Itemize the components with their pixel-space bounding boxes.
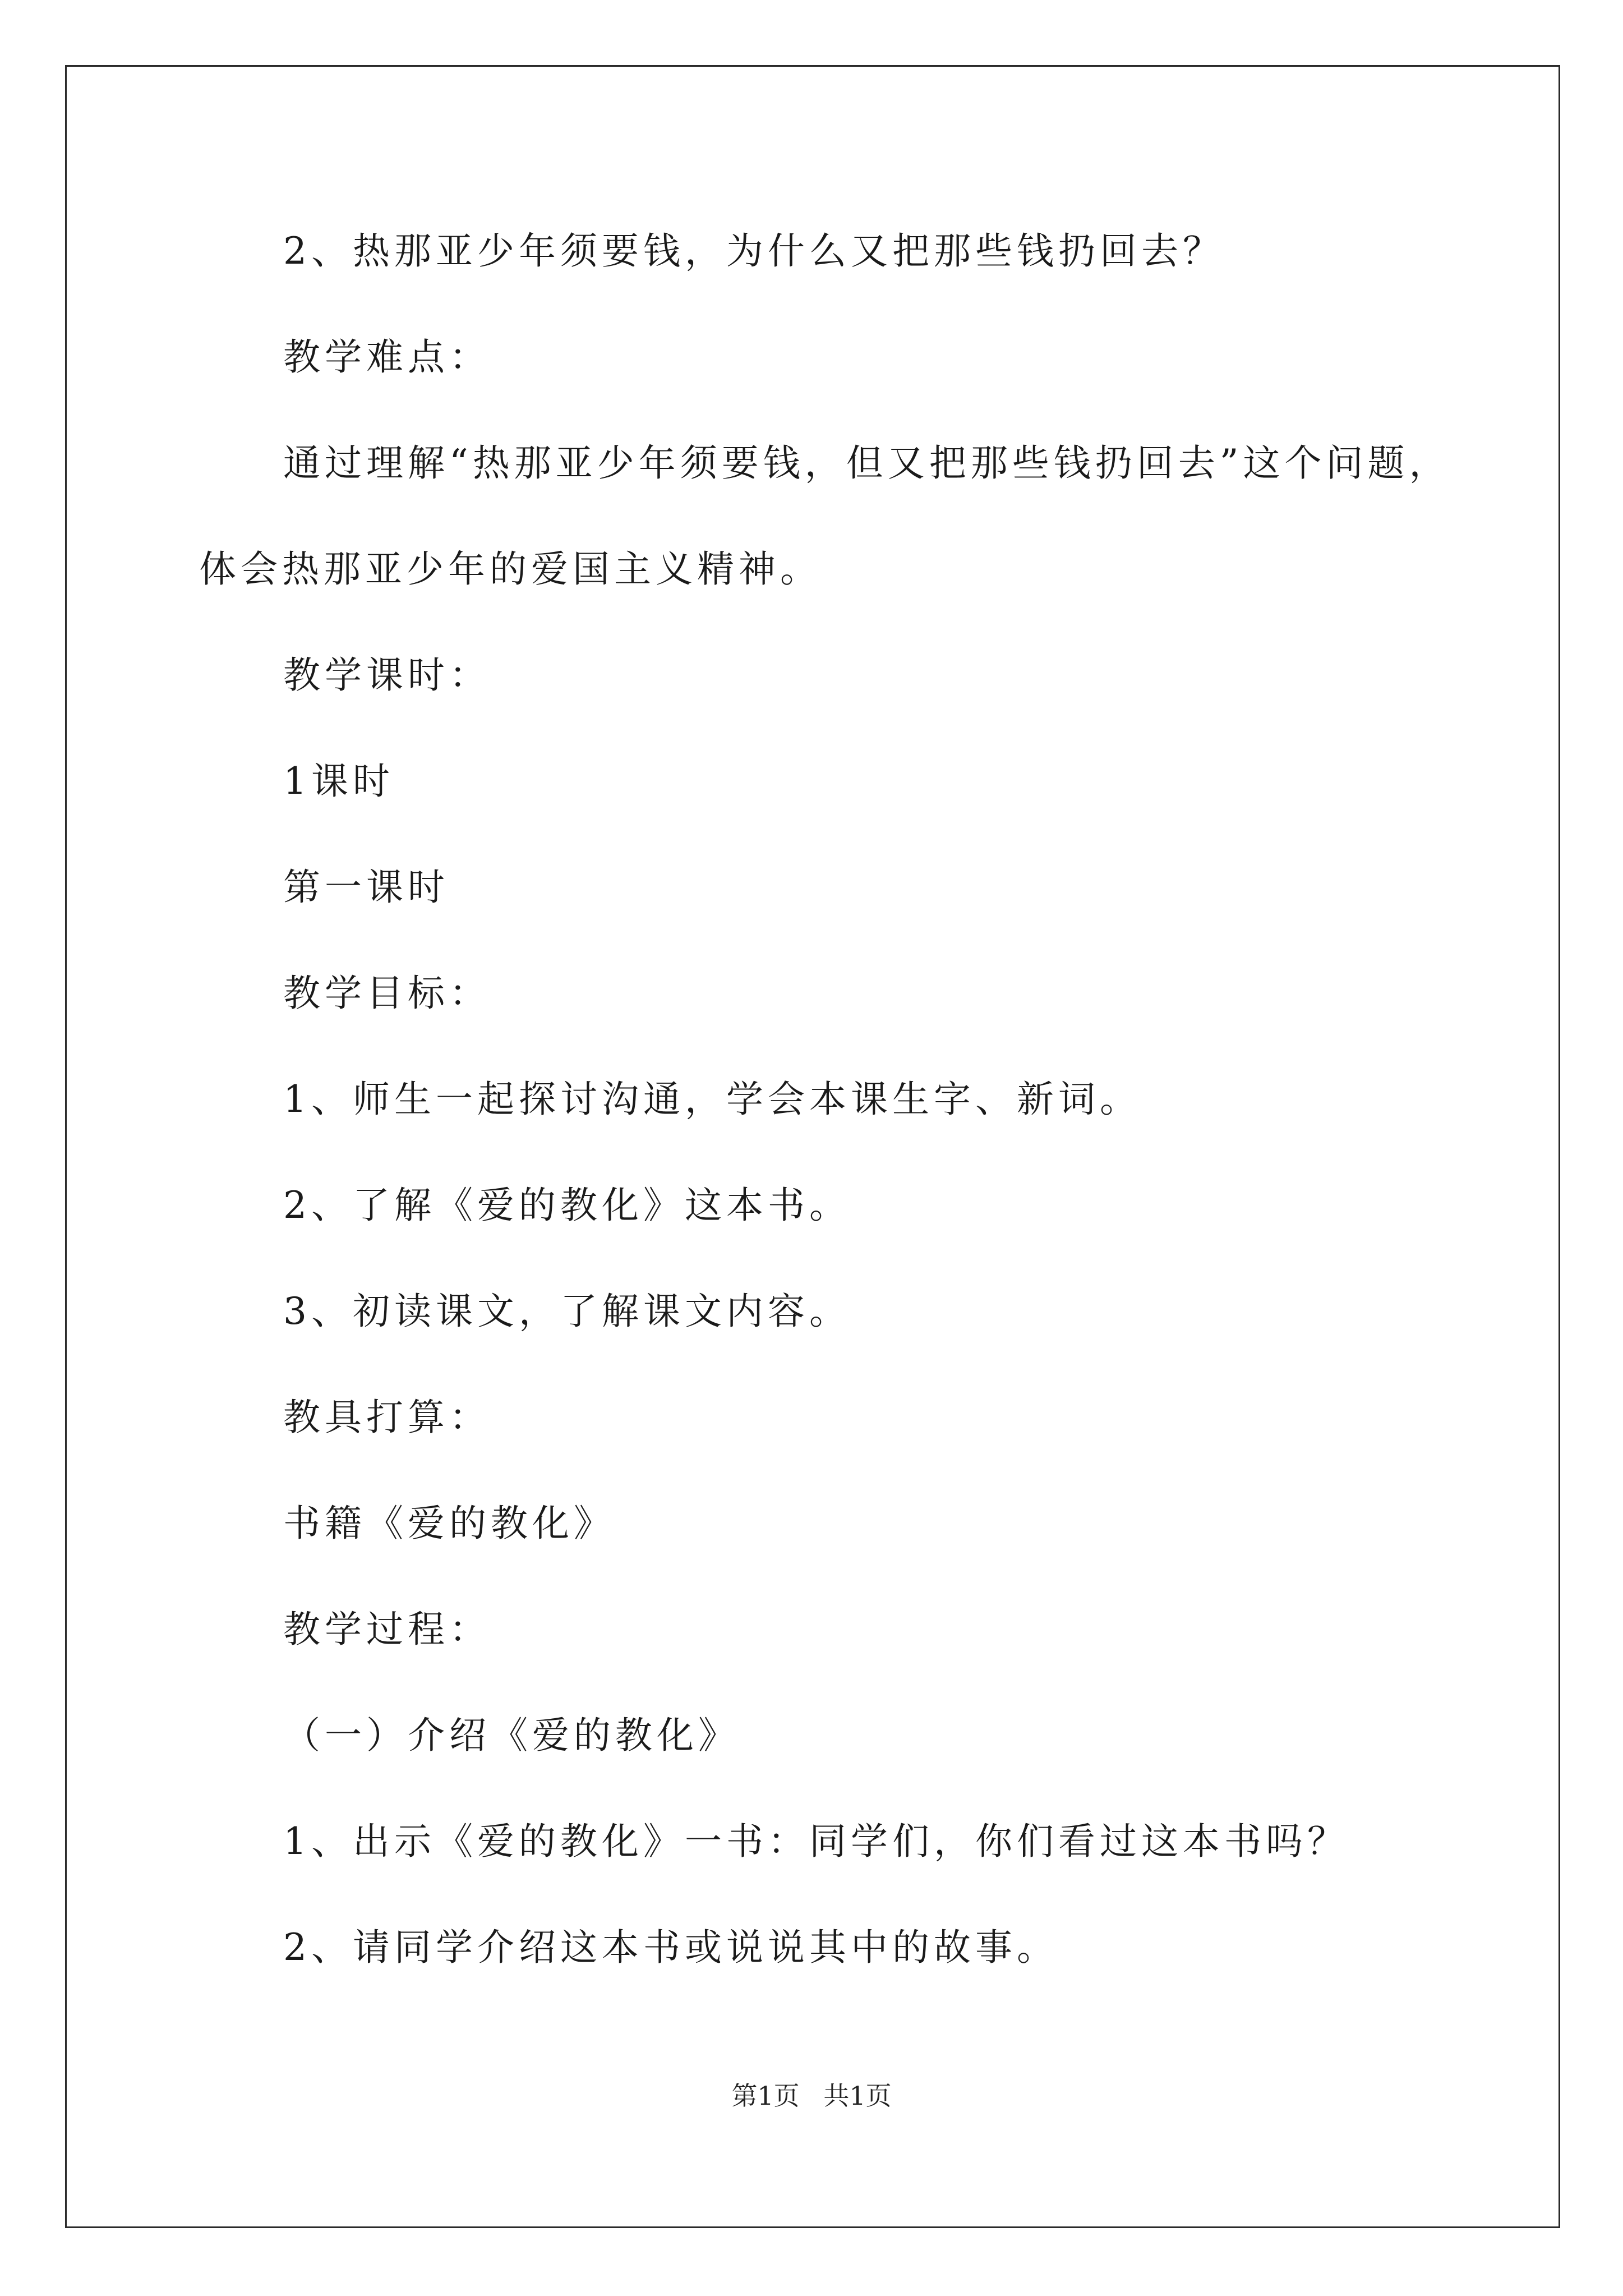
body-line: 教学过程：	[283, 1608, 491, 1651]
body-line: 第一课时	[283, 866, 449, 909]
body-line: 教学课时：	[283, 654, 491, 697]
body-line: 体会热那亚少年的爱国主义精神。	[199, 547, 822, 591]
page-total: 共1页	[823, 2081, 892, 2111]
body-line: 1、师生一起探讨沟通，学会本课生字、新词。	[283, 1078, 1141, 1121]
body-line: 2、了解《爱的教化》这本书。	[283, 1184, 851, 1227]
body-line: 1课时	[283, 760, 394, 803]
page-border	[65, 65, 1560, 2228]
body-line: 教具打算：	[283, 1396, 491, 1439]
body-line: 教学难点：	[283, 335, 491, 379]
page-number: 第1页	[731, 2081, 800, 2111]
page-footer	[0, 2079, 1623, 2113]
body-line: 通过理解“热那亚少年须要钱，但又把那些钱扔回去”这个问题，	[283, 441, 1451, 485]
body-line: 2、请同学介绍这本书或说说其中的故事。	[283, 1926, 1058, 1969]
body-line: 1、出示《爱的教化》一书：同学们，你们看过这本书吗？	[283, 1820, 1349, 1863]
body-line: 2、热那亚少年须要钱，为什么又把那些钱扔回去？	[283, 229, 1224, 273]
body-line: 书籍《爱的教化》	[283, 1502, 615, 1545]
body-line: （一）介绍《爱的教化》	[283, 1714, 740, 1757]
body-line: 教学目标：	[283, 972, 491, 1015]
body-line: 3、初读课文，了解课文内容。	[283, 1290, 851, 1333]
